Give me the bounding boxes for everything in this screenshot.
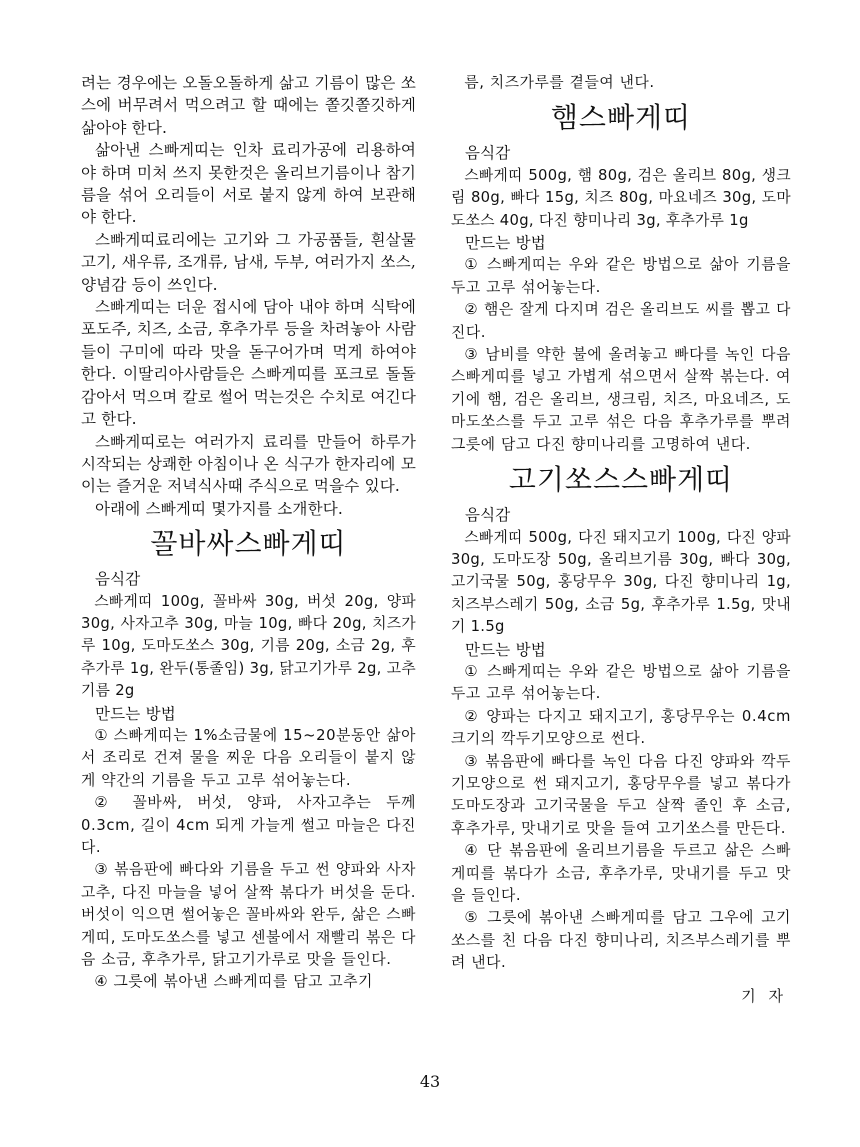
- method-label: 만드는 방법: [94, 704, 176, 723]
- recipe-step: ③ 볶음판에 빠다를 녹인 다음 다진 양파와 깍두기모양으로 썬 돼지고기, 홍당무우를 넣고 볶다가 도마도장과 고기국물을 두고 살짝 졸인 후 소금, 후추가루, 맛내기로 맛을 들여 고기쏘스를 만든다.: [451, 752, 791, 837]
- right-column: [451, 72, 791, 1007]
- recipe-step: ① 스빠게띠는 우와 같은 방법으로 삶아 기름을 두고 고루 섞어놓는다.: [451, 662, 791, 703]
- ingredients-text: 스빠게띠 100g, 꼴바싸 30g, 버섯 20g, 양파 30g, 사자고추 30g, 마늘 10g, 빠다 20g, 치즈가루 10g, 도마도쏘스 30g, 기름 20g, 소금 2g, 후추가루 1g, 완두(통졸임) 3g, 닭고기가루 2g, 고추기름 2g: [81, 592, 416, 700]
- recipe-step: ② 꼴바싸, 버섯, 양파, 사자고추는 두께 0.3cm, 길이 4cm 되게 가늘게 썰고 마늘은 다진다.: [81, 794, 416, 856]
- recipe-step: ① 스빠게띠는 1%소금물에 15~20분동안 삶아서 조리로 건져 물을 찌운 다음 오리들이 붙지 않게 약간의 기름을 두고 고루 섞어놓는다.: [81, 726, 416, 789]
- intro-paragraph: 삶아낸 스빠게띠는 인차 료리가공에 리용하여야 하며 미처 쓰지 못한것은 올리브기름이나 참기름을 섞어 오리들이 서로 붙지 않게 하여 보관해야 한다.: [81, 141, 416, 227]
- continuation-text: 름, 치즈가루를 곁들여 낸다.: [464, 74, 655, 91]
- recipe-step: ③ 볶음판에 빠다와 기름을 두고 썬 양파와 사자고추, 다진 마늘을 넣어 살짝 볶다가 버섯을 둔다. 버섯이 익으면 썰어놓은 꼴바싸와 완두, 삶은 스빠게띠, 도마도쏘스를 넣고 센불에서 재빨리 볶은 다음 소금, 후추가루, 닭고기가루로 맛을 들인다.: [81, 861, 417, 969]
- ingredients-text: 스빠게띠 500g, 다진 돼지고기 100g, 다진 양파 30g, 도마도장 50g, 올리브기름 30g, 빠다 30g, 고기국물 50g, 홍당무우 30g, 다진 향미나리 1g, 치즈부스레기 50g, 소금 5g, 후추가루 1.5g, 맛내기 1.5g: [451, 528, 791, 636]
- ingredients-text: 스빠게띠 500g, 햄 80g, 검은 올리브 80g, 생크림 80g, 빠다 15g, 치즈 80g, 마요네즈 30g, 도마도쏘스 40g, 다진 향미나리 3g, 후추가루 1g: [451, 166, 791, 229]
- method-label: 만드는 방법: [464, 640, 546, 659]
- recipe-step: ③ 남비를 약한 불에 올려놓고 빠다를 녹인 다음 스빠게띠를 넣고 가볍게 섞으면서 살짝 볶는다. 여기에 햄, 검은 올리브, 생크림, 치즈, 마요네즈, 도마도쏘스를 두고 고루 섞은 다음 후추가루를 뿌려 그릇에 담고 다진 향미나리를 고명하여 낸다.: [451, 346, 791, 453]
- intro-paragraph: 스빠게띠로는 여러가지 료리를 만들어 하루가 시작되는 상쾌한 아침이나 온 식구가 한자리에 모이는 즐거운 저녁식사때 주식으로 먹을수 있다.: [81, 432, 416, 496]
- recipe-step: ④ 그릇에 볶아낸 스빠게띠를 담고 고추기: [94, 973, 373, 991]
- intro-paragraph: 려는 경우에는 오돌오돌하게 삶고 기름이 많은 쏘스에 버무려서 먹으려고 할 때에는 쫄깃쫄깃하게 삶아야 한다.: [81, 74, 416, 137]
- recipe-step: ② 양파는 다지고 돼지고기, 홍당무우는 0.4cm크기의 깍두기모양으로 썬다.: [451, 707, 791, 748]
- method-label: 만드는 방법: [464, 234, 546, 253]
- recipe-title-meat-sauce: 고기쏘스스빠게띠: [508, 463, 734, 497]
- recipe-step: ⑤ 그릇에 볶아낸 스빠게띠를 담고 그우에 고기쏘스를 친 다음 다진 향미나리, 치즈부스레기를 뿌려 낸다.: [451, 909, 791, 972]
- recipe-step: ④ 단 볶음판에 올리브기름을 두르고 삶은 스빠게띠를 볶다가 소금, 후추가루, 맛내기를 두고 맛을 들인다.: [451, 842, 791, 904]
- page-number: 43: [419, 1072, 441, 1091]
- recipe-step: ② 햄은 잘게 다지며 검은 올리브도 씨를 뽑고 다진다.: [451, 301, 791, 341]
- recipe-title-kolbasa: 꼴바싸스빠게띠: [150, 527, 347, 561]
- intro-paragraph: 스빠게띠료리에는 고기와 그 가공품들, 흰살물고기, 새우류, 조개류, 남새, 두부, 여러가지 쏘스, 양념감 등이 쓰인다.: [81, 230, 416, 294]
- ingredients-label: 음식감: [94, 570, 141, 589]
- intro-paragraph: 아래에 스빠게띠 몇가지를 소개한다.: [94, 499, 344, 518]
- left-column: [81, 72, 416, 994]
- intro-paragraph: 스빠게띠는 더운 접시에 담아 내야 하며 식탁에 포도주, 치즈, 소금, 후추가루 등을 차려놓아 사람들이 구미에 따라 맛을 돋구어가며 먹게 하여야 한다. 이딸리아사람들은 스빠게띠를 포크로 돌돌 감아서 먹으며 칼로 썰어 먹는것은 수치로 여긴다고 한다.: [81, 298, 416, 429]
- ingredients-label: 음식감: [464, 144, 511, 163]
- ingredients-label: 음식감: [464, 506, 511, 525]
- author-byline: 기 자: [741, 986, 787, 1005]
- recipe-step: ① 스빠게띠는 우와 같은 방법으로 삶아 기름을 두고 고루 섞어놓는다.: [451, 256, 791, 296]
- recipe-title-ham: 햄스빠게띠: [550, 101, 692, 135]
